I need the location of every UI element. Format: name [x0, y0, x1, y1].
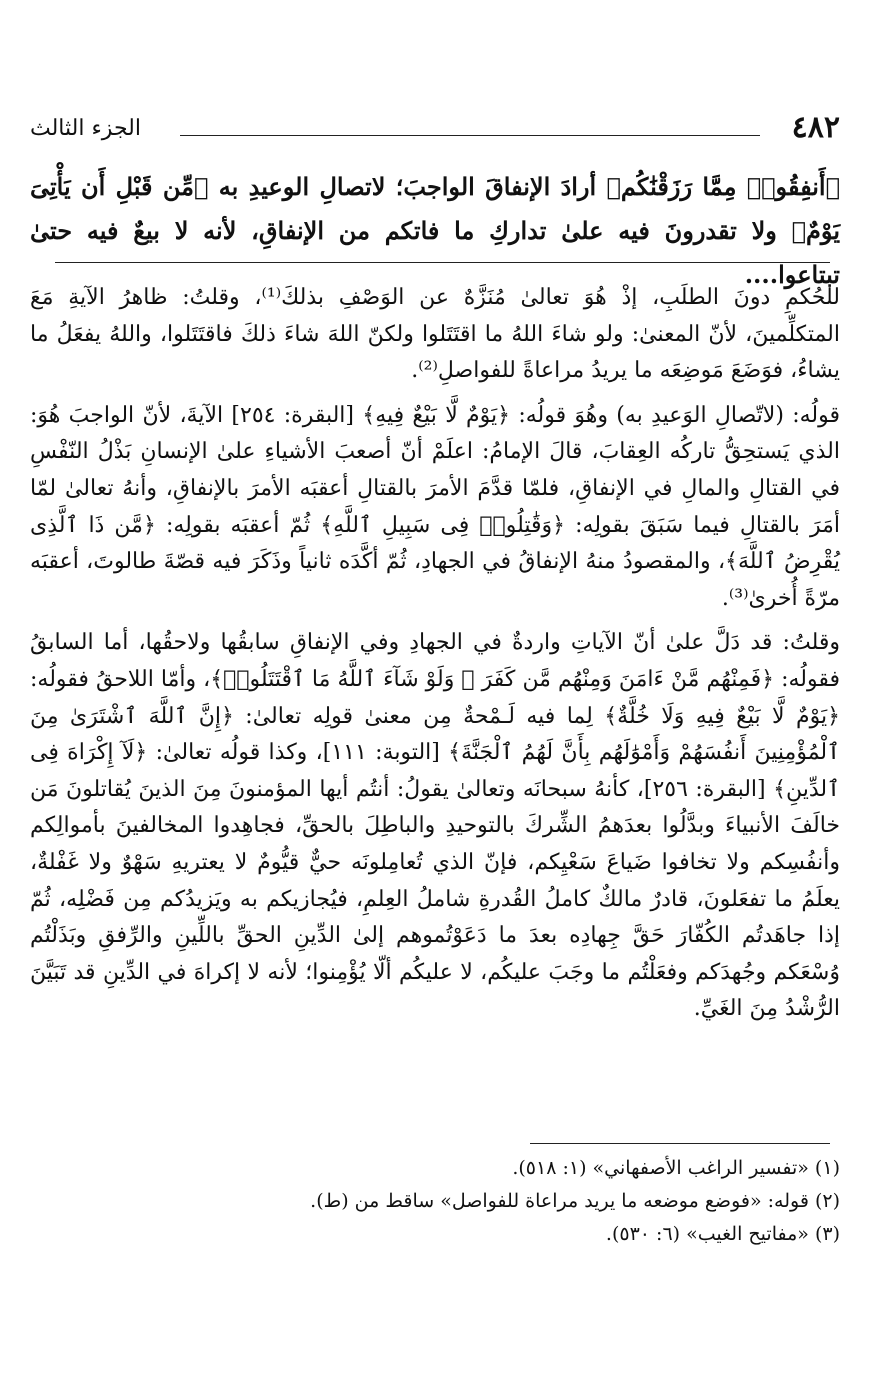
- text-separator: [55, 262, 830, 263]
- commentary-paragraph: وقلتُ: قد دَلَّ علىٰ أنّ الآياتِ واردةٌ في الجهادِ وفي الإنفاقِ سابقُها ولاحقُها، أما السابقُ فقولُه: ﴿فَمِنْهُم مَّنْ ءَامَنَ وَمِنْهُم مَّن كَفَرَ ۚ وَلَوْ شَآءَ ٱللَّهُ مَا ٱقْتَتَلُوا۟﴾، وأمّا اللاحقُ فقولُه: ﴿يَوْمٌ لَّا بَيْعٌ فِيهِ وَلَا خُلَّةٌ﴾ لِما فيه لَـمْحةٌ مِن معنىٰ قولِه تعالىٰ: ﴿إِنَّ ٱللَّهَ ٱشْتَرَىٰ مِنَ ٱلْمُؤْمِنِينَ أَنفُسَهُمْ وَأَمْوَٰلَهُم بِأَنَّ لَهُمُ ٱلْجَنَّةَ﴾ [التوبة: ١١١]، وكذا قولُه تعالىٰ: ﴿لَآ إِكْرَاهَ فِى ٱلدِّينِ﴾ [البقرة: ٢٥٦]، كأنهُ سبحانَه وتعالىٰ يقولُ: أنتُم أيها المؤمنونَ مِنَ الذينَ يُقاتلونَ مَن خالَفَ الأنبياءَ وبدَّلُوا بعدَهمُ الشِّركَ بالتوحيدِ والباطِلَ بالحقِّ، فجاهِدوا المخالفينَ بأموالِكم وأنفُسِكم ولا تخافوا ضَياعَ سَعْيِكم، فإنّ الذي تُعامِلونَه حيٌّ قيُّومٌ لا يعتريهِ سَهْوٌ ولا غَفْلةٌ، يعلَمُ ما تفعَلونَ، قادرٌ مالكٌ كاملُ القُدرةِ شاملُ العِلمِ، فيُجازيكم به ويَزيدُكم مِن فَضْلِه، ثُمّ إذا جاهَدتُم الكُفّارَ حَقَّ جِهادِه بعدَ ما دَعَوْتُموهم إلىٰ الدِّينِ الحقِّ باللِّينِ والرِّفقِ وبَذَلْتُم وُسْعَكم وجُهدَكم وفعَلْتُم ما وجَبَ عليكُم، لا عليكُم ألّا يُؤْمِنوا؛ لأنه لا إكراهَ في الدِّينِ قد تَبَيَّنَ الرُّشْدُ مِنَ الغَيِّ.: [30, 630, 841, 1022]
- part-title: الجزء الثالث: [30, 116, 141, 141]
- page-header: [30, 110, 840, 150]
- page-number: ٤٨٢: [791, 110, 840, 145]
- footnote-separator: [530, 1143, 830, 1144]
- commentary: [30, 280, 840, 1036]
- commentary-paragraph: قولُه: (لاتّصالِ الوَعيدِ به) وهُوَ قولُه: ﴿يَوْمٌ لَّا بَيْعٌ فِيهِ﴾ [البقرة: ٢٥٤] الآيةَ، لأنّ الواجبَ هُوَ: الذي يَستحِقُّ تاركُه العِقابَ، قالَ الإمامُ: اعلَمْ أنّ أصعبَ الأشياءِ علىٰ الإنسانِ بَذْلُ النّفْسِ في القتالِ والمالِ في الإنفاقِ، فلمّا قدَّمَ الأمرَ بالقتالِ أعقبَه الأمرَ بالإنفاقِ، وأنهُ تعالىٰ لمّا أمَرَ بالقتالِ فيما سَبَقَ بقولِه: ﴿وَقَٰتِلُوا۟ فِى سَبِيلِ ٱللَّهِ﴾ ثُمّ أعقبَه بقولِه: ﴿مَّن ذَا ٱلَّذِى يُقْرِضُ ٱللَّهَ﴾، والمقصودُ منهُ الإنفاقُ في الجهادِ، ثُمّ أكَّدَه ثانياً وذَكَرَ فيه قصّةَ طالوتَ، أعقبَه مرّةً أُخرىٰ⁽³⁾.: [30, 402, 840, 611]
- main-text-body: ﴿أَنفِقُوا۟ مِمَّا رَزَقْنَٰكُم﴾ أرادَ الإنفاقَ الواجبَ؛ لاتصالِ الوعيدِ به ﴿مِّن قَبْلِ أَن يَأْتِىَ يَوْمٌ﴾ ولا تقدرونَ فيه علىٰ تداركِ ما فاتكم من الإنفاقِ، لأنه لا بيعٌ فيه حتىٰ تبتاعوا....: [30, 172, 840, 289]
- footnote-item: (٢) قوله: «فوضع موضعه ما يريد مراعاة للفواصل» ساقط من (ط).: [310, 1190, 840, 1212]
- footnote-item: (٣) «مفاتيح الغيب» (٦: ٥٣٠).: [605, 1223, 840, 1245]
- commentary-paragraph: للحُكمِ دونَ الطلَبِ، إذْ هُوَ تعالىٰ مُنَزَّهٌ عن الوَصْفِ بذلكَ⁽¹⁾، وقلتُ: ظاهرُ الآيةِ مَعَ المتكلِّمينَ، لأنّ المعنىٰ: ولو شاءَ اللهُ ما اقتَتَلوا ولكنّ اللهَ شاءَ ذلكَ فاقتَتَلوا، واللهُ يفعَلُ ما يشاءُ، فوَضَعَ مَوضِعَه ما يريدُ مراعاةً للفواصلِ⁽²⁾.: [30, 285, 840, 384]
- footnotes: [30, 1152, 840, 1251]
- footnote-item: (١) «تفسير الراغب الأصفهاني» (١: ٥١٨).: [512, 1157, 840, 1179]
- header-rule: [180, 135, 760, 136]
- main-text: [30, 165, 840, 297]
